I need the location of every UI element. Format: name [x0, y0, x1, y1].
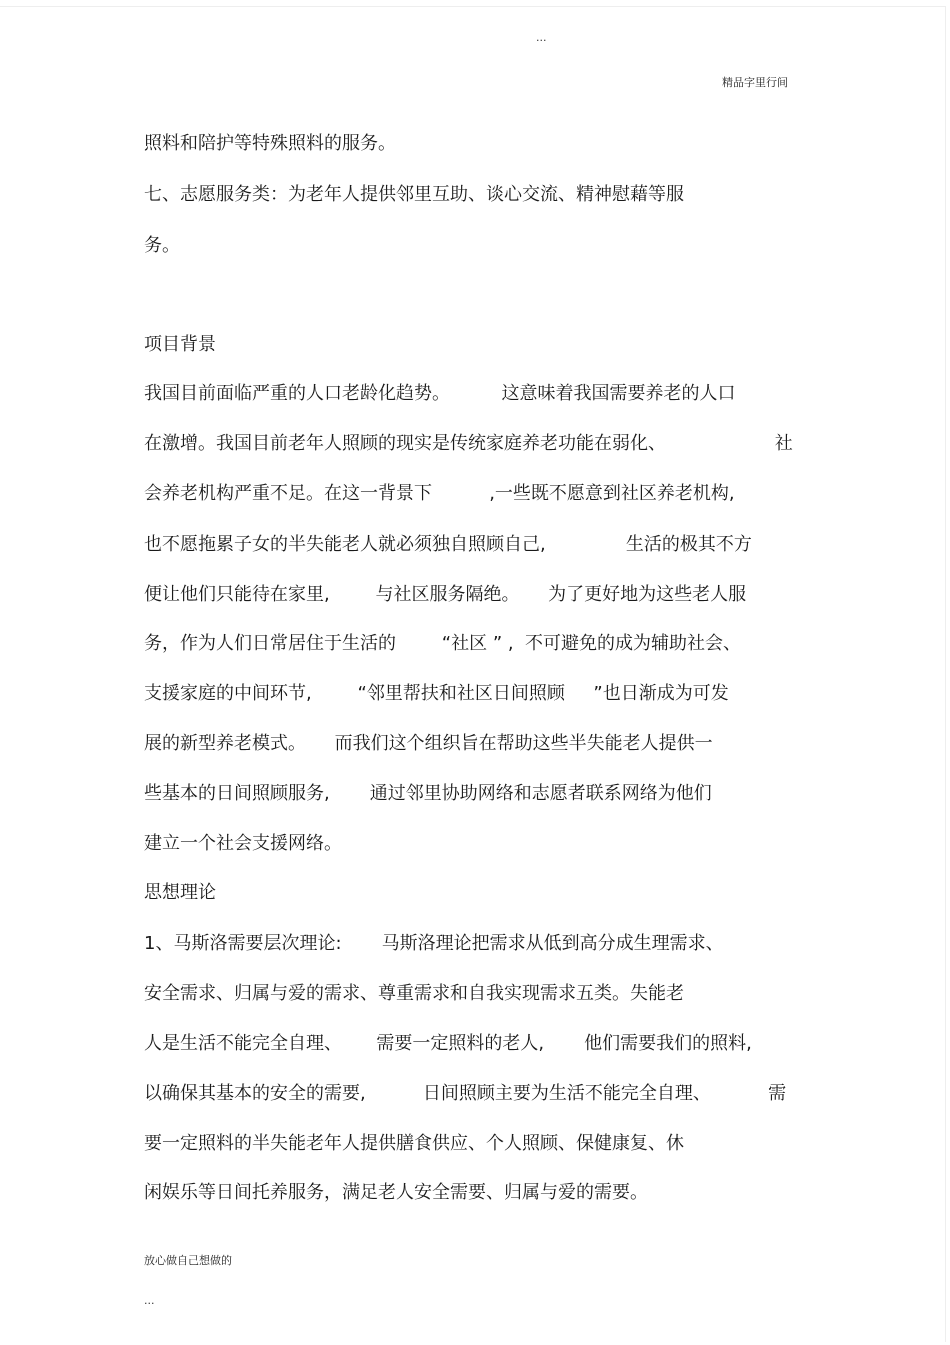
- header-ellipsis: ...: [536, 31, 547, 44]
- footer-note: 放心做自己想做的: [144, 1254, 232, 1267]
- section-heading-theory: 思想理论: [144, 882, 216, 903]
- header-tag: 精品字里行间: [722, 76, 788, 89]
- body-line: 我国目前面临严重的人口老龄化趋势。 这意味着我国需要养老的人口: [144, 383, 736, 404]
- body-line: 些基本的日间照顾服务, 通过邻里协助网络和志愿者联系网络为他们: [144, 783, 712, 804]
- body-line: 人是生活不能完全自理、 需要一定照料的老人, 他们需要我们的照料,: [144, 1033, 752, 1054]
- body-line: 以确保其基本的安全的需要, 日间照顾主要为生活不能完全自理、 需: [144, 1083, 787, 1104]
- section-heading-background: 项目背景: [144, 334, 216, 355]
- footer-ellipsis: ...: [144, 1294, 155, 1307]
- body-line: 会养老机构严重不足。在这一背景下 ,一些既不愿意到社区养老机构,: [144, 483, 735, 504]
- body-line: 展的新型养老模式。 而我们这个组织旨在帮助这些半失能老人提供一: [144, 733, 713, 754]
- body-line: 照料和陪护等特殊照料的服务。: [144, 133, 396, 154]
- body-line: 闲娱乐等日间托养服务，满足老人安全需要、归属与爱的需要。: [144, 1182, 648, 1203]
- body-line: 七、志愿服务类：为老年人提供邻里互助、谈心交流、精神慰藉等服: [144, 184, 684, 205]
- body-line: 建立一个社会支援网络。: [144, 833, 342, 854]
- body-line: 支援家庭的中间环节, “邻里帮扶和社区日间照顾 ”也日渐成为可发: [144, 683, 729, 704]
- body-line: 在激增。我国目前老年人照顾的现实是传统家庭养老功能在弱化、 社: [144, 433, 793, 454]
- body-line: 便让他们只能待在家里, 与社区服务隔绝。 为了更好地为这些老人服: [144, 584, 747, 605]
- body-line: 务。: [144, 235, 180, 256]
- body-line: 要一定照料的半失能老年人提供膳食供应、个人照顾、保健康复、休: [144, 1133, 684, 1154]
- body-line: 务，作为人们日常居住于生活的 “社区 ” , 不可避免的成为辅助社会、: [144, 633, 742, 654]
- body-line: 1、马斯洛需要层次理论: 马斯洛理论把需求从低到高分成生理需求、: [144, 933, 724, 954]
- body-line: 安全需求、归属与爱的需求、尊重需求和自我实现需求五类。失能老: [144, 983, 684, 1004]
- body-line: 也不愿拖累子女的半失能老人就必须独自照顾自己, 生活的极其不方: [144, 534, 752, 555]
